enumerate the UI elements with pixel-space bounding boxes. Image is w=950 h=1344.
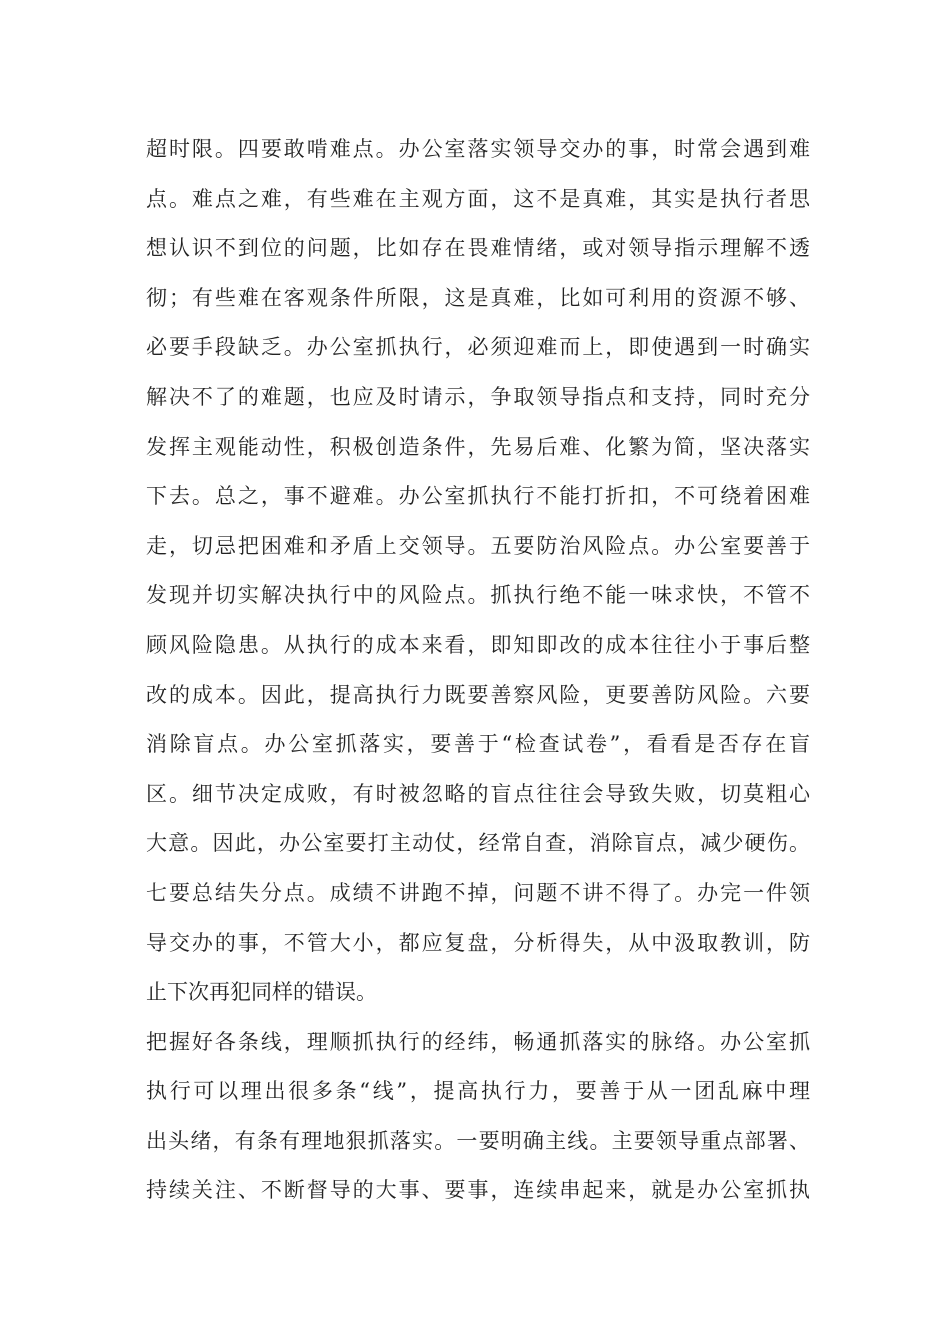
- text-line: 区。细节决定成败，有时被忽略的盲点往往会导致失败，切莫粗心: [146, 781, 810, 806]
- text-line: 必要手段缺乏。办公室抓执行，必须迎难而上，即使遇到一时确实: [146, 335, 810, 360]
- text-line: 下去。总之，事不避难。办公室抓执行不能打折扣，不可绕着困难: [146, 484, 810, 509]
- text-line: 把握好各条线，理顺抓执行的经纬，畅通抓落实的脉络。办公室抓: [146, 1029, 810, 1054]
- text-line: 改的成本。因此，提高执行力既要善察风险，更要善防风险。六要: [146, 682, 810, 707]
- paragraph-1: [146, 125, 810, 1018]
- text-line: 执行可以理出很多条“线”，提高执行力，要善于从一团乱麻中理: [146, 1079, 810, 1104]
- paragraph-2: [146, 1018, 810, 1216]
- text-line: 彻；有些难在客观条件所限，这是真难，比如可利用的资源不够、: [146, 285, 810, 310]
- text-line: 大意。因此，办公室要打主动仗，经常自查，消除盲点，减少硬伤。: [146, 831, 810, 856]
- text-line: 七要总结失分点。成绩不讲跑不掉，问题不讲不得了。办完一件领: [146, 880, 810, 905]
- text-line: 止下次再犯同样的错误。: [146, 980, 377, 1005]
- text-line: 点。难点之难，有些难在主观方面，这不是真难，其实是执行者思: [146, 186, 810, 211]
- text-line: 发现并切实解决执行中的风险点。抓执行绝不能一味求快，不管不: [146, 583, 810, 608]
- text-line: 导交办的事，不管大小，都应复盘，分析得失，从中汲取教训，防: [146, 930, 810, 955]
- text-line: 解决不了的难题，也应及时请示，争取领导指点和支持，同时充分: [146, 384, 810, 409]
- text-line: 发挥主观能动性，积极创造条件，先易后难、化繁为简，坚决落实: [146, 434, 810, 459]
- body-text: [146, 125, 810, 1216]
- text-line: 持续关注、不断督导的大事、要事，连续串起来，就是办公室抓执: [146, 1178, 810, 1203]
- text-line: 顾风险隐患。从执行的成本来看，即知即改的成本往往小于事后整: [146, 632, 810, 657]
- text-line: 超时限。四要敢啃难点。办公室落实领导交办的事，时常会遇到难: [146, 137, 810, 161]
- text-line: 走，切忌把困难和矛盾上交领导。五要防治风险点。办公室要善于: [146, 533, 810, 558]
- text-line: 想认识不到位的问题，比如存在畏难情绪，或对领导指示理解不透: [146, 236, 810, 261]
- text-line: 消除盲点。办公室抓落实，要善于“检查试卷”，看看是否存在盲: [146, 732, 810, 757]
- text-line: 出头绪，有条有理地狠抓落实。一要明确主线。主要领导重点部署、: [146, 1128, 810, 1153]
